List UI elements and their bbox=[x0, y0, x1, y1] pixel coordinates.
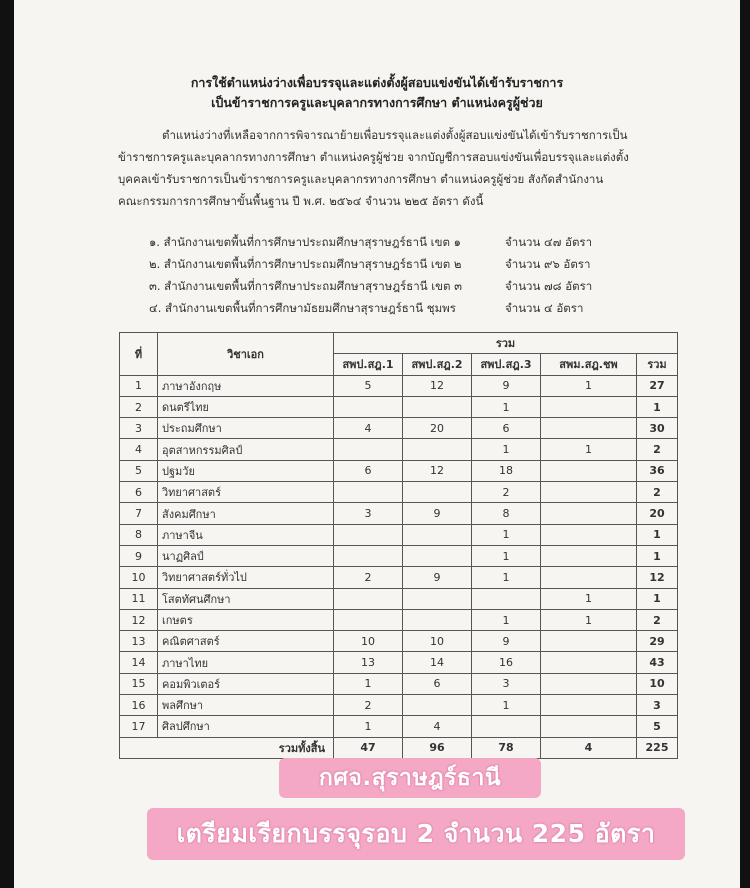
header-group: รวม bbox=[334, 333, 678, 354]
row-number: 13 bbox=[120, 631, 158, 652]
header-total: รวม bbox=[637, 354, 678, 375]
count-cell: 1 bbox=[472, 567, 541, 588]
count-cell bbox=[541, 524, 637, 545]
table-row bbox=[120, 482, 678, 503]
count-cell: 9 bbox=[472, 631, 541, 652]
header-no: ที่ bbox=[120, 333, 158, 376]
count-cell bbox=[334, 545, 403, 566]
row-number: 4 bbox=[120, 439, 158, 460]
row-number: 11 bbox=[120, 588, 158, 609]
office-name: ๑. สำนักงานเขตพื้นที่การศึกษาประถมศึกษาสุราษฎร์ธานี เขต ๑ bbox=[149, 235, 461, 249]
row-number: 14 bbox=[120, 652, 158, 673]
header-area-1: สพป.สฎ.1 bbox=[334, 354, 403, 375]
total-cell: 225 bbox=[637, 737, 678, 758]
table-row bbox=[120, 588, 678, 609]
doc-title-line2: เป็นข้าราชการครูและบุคลากรทางการศึกษา ตำแหน่งครูผู้ช่วย bbox=[211, 95, 543, 110]
header-subject: วิชาเอก bbox=[158, 333, 334, 376]
row-total-cell: 36 bbox=[637, 460, 678, 481]
row-total-cell: 29 bbox=[637, 631, 678, 652]
count-cell: 2 bbox=[472, 482, 541, 503]
table-row bbox=[120, 396, 678, 417]
positions-table bbox=[119, 332, 678, 759]
row-total-cell: 1 bbox=[637, 524, 678, 545]
count-cell: 6 bbox=[472, 418, 541, 439]
row-total-cell: 30 bbox=[637, 418, 678, 439]
doc-paragraph bbox=[118, 124, 678, 212]
count-cell bbox=[334, 588, 403, 609]
row-number: 8 bbox=[120, 524, 158, 545]
subject-cell: ภาษาอังกฤษ bbox=[158, 375, 334, 396]
subject-cell: วิทยาศาสตร์ทั่วไป bbox=[158, 567, 334, 588]
subject-cell: โสตทัศนศึกษา bbox=[158, 588, 334, 609]
office-item bbox=[149, 278, 669, 296]
count-cell bbox=[334, 524, 403, 545]
office-item bbox=[149, 256, 669, 274]
count-cell bbox=[403, 482, 472, 503]
table-row bbox=[120, 567, 678, 588]
office-count: จำนวน ๔ อัตรา bbox=[505, 301, 584, 315]
table-row bbox=[120, 460, 678, 481]
row-total-cell: 1 bbox=[637, 545, 678, 566]
office-count: จำนวน ๔๗ อัตรา bbox=[505, 235, 593, 249]
subject-cell: ศิลปศึกษา bbox=[158, 716, 334, 737]
row-total-cell: 1 bbox=[637, 588, 678, 609]
count-cell: 9 bbox=[403, 567, 472, 588]
row-number: 15 bbox=[120, 673, 158, 694]
count-cell bbox=[472, 588, 541, 609]
table-row bbox=[120, 375, 678, 396]
count-cell: 6 bbox=[403, 673, 472, 694]
count-cell bbox=[403, 396, 472, 417]
row-total-cell: 2 bbox=[637, 482, 678, 503]
table-row bbox=[120, 609, 678, 630]
count-cell: 2 bbox=[334, 695, 403, 716]
count-cell bbox=[541, 482, 637, 503]
row-total-cell: 20 bbox=[637, 503, 678, 524]
paragraph-line: คณะกรรมการการศึกษาขั้นพื้นฐาน ปี พ.ศ. ๒๕๖๔ จำนวน ๒๒๕ อัตรา ดังนี้ bbox=[118, 194, 484, 208]
count-cell: 2 bbox=[334, 567, 403, 588]
count-cell bbox=[541, 652, 637, 673]
row-total-cell: 5 bbox=[637, 716, 678, 737]
row-total-cell: 10 bbox=[637, 673, 678, 694]
count-cell: 4 bbox=[334, 418, 403, 439]
count-cell: 12 bbox=[403, 460, 472, 481]
office-name: ๔. สำนักงานเขตพื้นที่การศึกษามัธยมศึกษาสุราษฎร์ธานี ชุมพร bbox=[149, 301, 456, 315]
table-row bbox=[120, 418, 678, 439]
table-row bbox=[120, 695, 678, 716]
count-cell: 1 bbox=[541, 588, 637, 609]
doc-title-line1: การใช้ตำแหน่งว่างเพื่อบรรจุและแต่งตั้งผู้สอบแข่งขันได้เข้ารับราชการ bbox=[190, 75, 564, 90]
row-total-cell: 1 bbox=[637, 396, 678, 417]
count-cell: 1 bbox=[472, 695, 541, 716]
paragraph-line: บุคคลเข้ารับราชการเป็นข้าราชการครูและบุคลากรทางการศึกษา ตำแหน่งครูผู้ช่วย สังกัดสำนักงาน bbox=[118, 172, 604, 186]
header-area-secondary: สพม.สฎ.ชพ bbox=[541, 354, 637, 375]
document-page bbox=[14, 0, 740, 888]
row-number: 2 bbox=[120, 396, 158, 417]
count-cell: 6 bbox=[334, 460, 403, 481]
row-total-cell: 27 bbox=[637, 375, 678, 396]
table-body bbox=[120, 375, 678, 737]
count-cell bbox=[334, 609, 403, 630]
office-count: จำนวน ๗๘ อัตรา bbox=[505, 279, 593, 293]
count-cell bbox=[403, 588, 472, 609]
count-cell: 4 bbox=[403, 716, 472, 737]
row-number: 3 bbox=[120, 418, 158, 439]
row-number: 1 bbox=[120, 375, 158, 396]
count-cell: 1 bbox=[541, 609, 637, 630]
paragraph-line: ตำแหน่งว่างที่เหลือจากการพิจารณาย้ายเพื่อบรรจุและแต่งตั้งผู้สอบแข่งขันได้เข้ารับราชการเป็น bbox=[162, 128, 628, 142]
subject-cell: พลศึกษา bbox=[158, 695, 334, 716]
count-cell bbox=[403, 439, 472, 460]
total-cell: 96 bbox=[403, 737, 472, 758]
count-cell: 14 bbox=[403, 652, 472, 673]
count-cell bbox=[541, 418, 637, 439]
row-total-cell: 2 bbox=[637, 609, 678, 630]
row-number: 16 bbox=[120, 695, 158, 716]
count-cell: 20 bbox=[403, 418, 472, 439]
count-cell bbox=[541, 460, 637, 481]
banner-office-name: กศจ.สุราษฎร์ธานี bbox=[279, 758, 541, 798]
table-row bbox=[120, 439, 678, 460]
count-cell: 1 bbox=[472, 439, 541, 460]
subject-cell: คณิตศาสตร์ bbox=[158, 631, 334, 652]
row-number: 5 bbox=[120, 460, 158, 481]
count-cell: 3 bbox=[334, 503, 403, 524]
count-cell: 9 bbox=[403, 503, 472, 524]
office-name: ๓. สำนักงานเขตพื้นที่การศึกษาประถมศึกษาสุราษฎร์ธานี เขต ๓ bbox=[149, 279, 462, 293]
subject-cell: อุตสาหกรรมศิลป์ bbox=[158, 439, 334, 460]
count-cell bbox=[541, 396, 637, 417]
total-row bbox=[120, 737, 678, 758]
banner-announcement: เตรียมเรียกบรรจุรอบ 2 จำนวน 225 อัตรา bbox=[147, 808, 685, 860]
subject-cell: ภาษาไทย bbox=[158, 652, 334, 673]
row-total-cell: 12 bbox=[637, 567, 678, 588]
paragraph-line: ข้าราชการครูและบุคลากรทางการศึกษา ตำแหน่งครูผู้ช่วย จากบัญชีการสอบแข่งขันเพื่อบรรจุและแต่งตั้ง bbox=[118, 150, 629, 164]
count-cell bbox=[403, 545, 472, 566]
row-total-cell: 3 bbox=[637, 695, 678, 716]
count-cell: 18 bbox=[472, 460, 541, 481]
office-item bbox=[149, 300, 669, 318]
table-row bbox=[120, 524, 678, 545]
count-cell bbox=[334, 439, 403, 460]
header-area-3: สพป.สฎ.3 bbox=[472, 354, 541, 375]
count-cell: 1 bbox=[541, 375, 637, 396]
table-row bbox=[120, 545, 678, 566]
total-cell: 47 bbox=[334, 737, 403, 758]
row-number: 9 bbox=[120, 545, 158, 566]
count-cell bbox=[541, 673, 637, 694]
subject-cell: นาฏศิลป์ bbox=[158, 545, 334, 566]
count-cell: 5 bbox=[334, 375, 403, 396]
count-cell: 1 bbox=[334, 673, 403, 694]
count-cell bbox=[403, 695, 472, 716]
count-cell: 3 bbox=[472, 673, 541, 694]
count-cell bbox=[541, 567, 637, 588]
count-cell bbox=[334, 482, 403, 503]
total-label: รวมทั้งสิ้น bbox=[120, 737, 334, 758]
count-cell: 1 bbox=[541, 439, 637, 460]
row-number: 10 bbox=[120, 567, 158, 588]
subject-cell: คอมพิวเตอร์ bbox=[158, 673, 334, 694]
total-cell: 78 bbox=[472, 737, 541, 758]
count-cell bbox=[472, 716, 541, 737]
row-number: 7 bbox=[120, 503, 158, 524]
count-cell: 12 bbox=[403, 375, 472, 396]
table-row bbox=[120, 631, 678, 652]
total-cell: 4 bbox=[541, 737, 637, 758]
count-cell bbox=[541, 545, 637, 566]
count-cell bbox=[541, 695, 637, 716]
office-count: จำนวน ๙๖ อัตรา bbox=[505, 257, 591, 271]
count-cell bbox=[541, 503, 637, 524]
subject-cell: สังคมศึกษา bbox=[158, 503, 334, 524]
subject-cell: วิทยาศาสตร์ bbox=[158, 482, 334, 503]
subject-cell: ประถมศึกษา bbox=[158, 418, 334, 439]
count-cell: 10 bbox=[403, 631, 472, 652]
count-cell bbox=[334, 396, 403, 417]
count-cell: 1 bbox=[472, 609, 541, 630]
count-cell bbox=[541, 716, 637, 737]
table-row bbox=[120, 652, 678, 673]
table-row bbox=[120, 716, 678, 737]
count-cell: 1 bbox=[334, 716, 403, 737]
row-number: 17 bbox=[120, 716, 158, 737]
row-number: 6 bbox=[120, 482, 158, 503]
row-total-cell: 2 bbox=[637, 439, 678, 460]
row-total-cell: 43 bbox=[637, 652, 678, 673]
count-cell bbox=[541, 631, 637, 652]
count-cell: 10 bbox=[334, 631, 403, 652]
count-cell: 1 bbox=[472, 396, 541, 417]
count-cell bbox=[403, 524, 472, 545]
count-cell bbox=[403, 609, 472, 630]
count-cell: 13 bbox=[334, 652, 403, 673]
subject-cell: ภาษาจีน bbox=[158, 524, 334, 545]
count-cell: 1 bbox=[472, 545, 541, 566]
table-row bbox=[120, 673, 678, 694]
table-row bbox=[120, 503, 678, 524]
count-cell: 16 bbox=[472, 652, 541, 673]
count-cell: 9 bbox=[472, 375, 541, 396]
subject-cell: ปฐมวัย bbox=[158, 460, 334, 481]
subject-cell: เกษตร bbox=[158, 609, 334, 630]
row-number: 12 bbox=[120, 609, 158, 630]
header-area-2: สพป.สฎ.2 bbox=[403, 354, 472, 375]
office-name: ๒. สำนักงานเขตพื้นที่การศึกษาประถมศึกษาสุราษฎร์ธานี เขต ๒ bbox=[149, 257, 462, 271]
subject-cell: ดนตรีไทย bbox=[158, 396, 334, 417]
office-item bbox=[149, 234, 669, 252]
count-cell: 1 bbox=[472, 524, 541, 545]
count-cell: 8 bbox=[472, 503, 541, 524]
